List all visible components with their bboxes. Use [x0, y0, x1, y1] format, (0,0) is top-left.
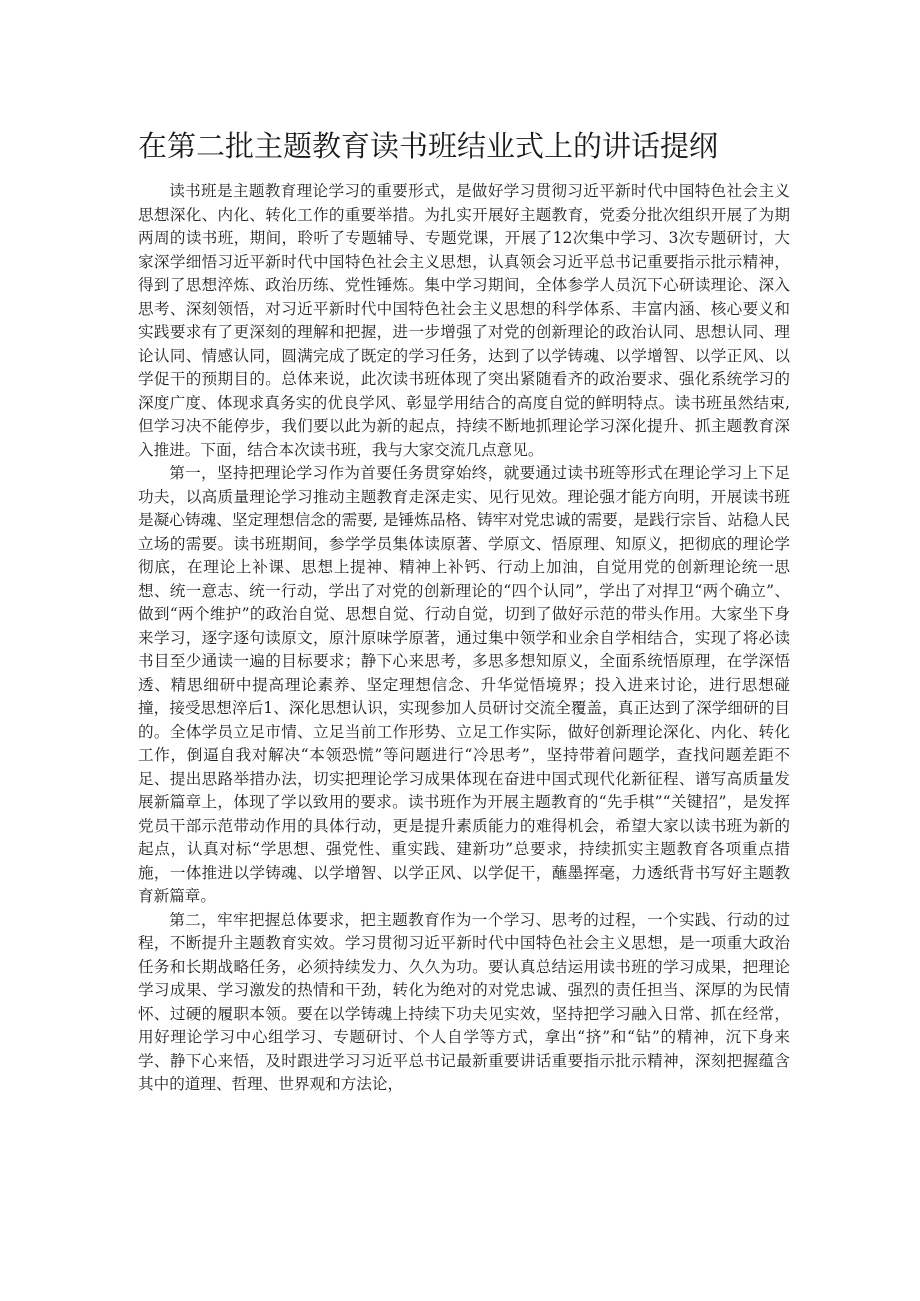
document-body — [138, 180, 790, 1097]
document-title: 在第二批主题教育读书班结业式上的讲话提纲 — [138, 129, 719, 163]
paragraph-second-point: 第二，牢牢把握总体要求，把主题教育作为一个学习、思考的过程，一个实践、行动的过程，不断提升主题教育实效。学习贯彻习近平新时代中国特色社会主义思想，是一项重大政治任务和长期战略任务，必须持续发力、久久为功。要认真总结运用读书班的学习成果，把理论学习成果、学习激发的热情和干劲，转化为绝对的对党忠诚、强烈的责任担当、深厚的为民情怀、过硬的履职本领。要在以学铸魂上持续下功夫见实效，坚持把学习融入日常、抓在经常，用好理论学习中心组学习、专题研讨、个人自学等方式，拿出“挤”和“钻”的精神，沉下身来学、静下心来悟，及时跟进学习习近平总书记最新重要讲话重要指示批示精神，深刻把握蕴含其中的道理、哲理、世界观和方法论， — [138, 910, 790, 1093]
paragraph-intro: 读书班是主题教育理论学习的重要形式，是做好学习贯彻习近平新时代中国特色社会主义思想深化、内化、转化工作的重要举措。为扎实开展好主题教育，党委分批次组织开展了为期两周的读书班，期间，聆听了专题辅导、专题党课，开展了12次集中学习、3次专题研讨，大家深学细悟习近平新时代中国特色社会主义思想，认真领会习近平总书记重要指示批示精神，得到了思想淬炼、政治历练、党性锤炼。集中学习期间，全体参学人员沉下心研读理论、深入思考、深刻领悟，对习近平新时代中国特色社会主义思想的科学体系、丰富内涵、核心要义和实践要求有了更深刻的理解和把握，进一步增强了对党的创新理论的政治认同、思想认同、理论认同、情感认同，圆满完成了既定的学习任务，达到了以学铸魂、以学增智、以学正风、以学促干的预期目的。总体来说，此次读书班体现了突出紧随看齐的政治要求、强化系统学习的深度广度、体现求真务实的优良学风、彰显学用结合的高度自觉的鲜明特点。读书班虽然结束,但学习决不能停步，我们要以此为新的起点，持续不断地抓理论学习深化提升、抓主题教育深入推进。下面，结合本次读书班，我与大家交流几点意见。 — [138, 182, 790, 459]
paragraph-first-point: 第一，坚持把理论学习作为首要任务贯穿始终，就要通过读书班等形式在理论学习上下足功夫，以高质量理论学习推动主题教育走深走实、见行见效。理论强才能方向明，开展读书班是凝心铸魂、坚定理想信念的需要, 是锤炼品格、铸牢对党忠诚的需要，是践行宗旨、站稳人民立场的需要。读书班期间，参学学员集体读原著、学原文、悟原理、知原义，把彻底的理论学彻底，在理论上补课、思想上提神、精神上补钙、行动上加油，自觉用党的创新理论统一思想、统一意志、统一行动，学出了对党的创新理论的“四个认同”，学出了对捍卫“两个确立”、做到“两个维护”的政治自觉、思想自觉、行动自觉，切到了做好示范的带头作用。大家坐下身来学习，逐字逐句读原文，原汁原味学原著，通过集中领学和业余自学相结合，实现了将必读书目至少通读一遍的目标要求；静下心来思考，多思多想知原义，全面系统悟原理，在学深悟透、精思细研中提高理论素养、坚定理想信念、升华觉悟境界；投入进来讨论，进行思想碰撞，接受思想淬后1、深化思想认识，实现参加人员研讨交流全覆盖，真正达到了深学细研的目的。全体学员立足市情、立足当前工作形势、立足工作实际，做好创新理论深化、内化、转化工作，倒逼自我对解决“本领恐慌”等问题进行“冷思考”，坚持带着问题学，查找问题差距不足、提出思路举措办法，切实把理论学习成果体现在奋进中国式现代化新征程、谱写高质量发展新篇章上，体现了学以致用的要求。读书班作为开展主题教育的“先手棋”“关键招”，是发挥党员干部示范带动作用的具体行动，更是提升素质能力的难得机会，希望大家以读书班为新的起点，认真对标“学思想、强党性、重实践、建新功”总要求，持续抓实主题教育各项重点措施，一体推进以学铸魂、以学增智、以学正风、以学促干，蘸墨挥毫，力透纸背书写好主题教育新篇章。 — [138, 464, 790, 905]
